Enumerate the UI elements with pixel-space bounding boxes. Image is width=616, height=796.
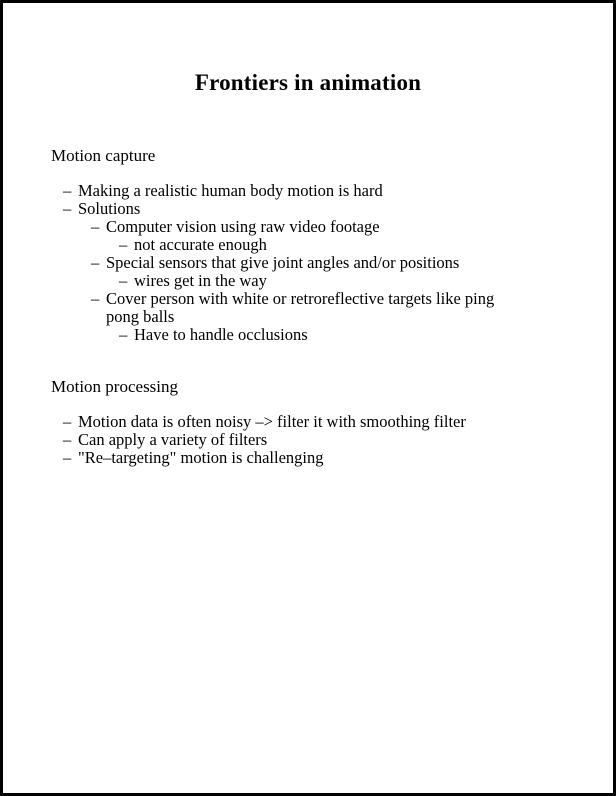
bullet-dash-glyph: –	[119, 325, 128, 344]
bullet-text: Motion data is often noisy –> filter it with smoothing filter	[78, 412, 466, 431]
bullet-text: Cover person with white or retroreflective targets like ping pong balls	[106, 289, 495, 326]
bullet-text: Can apply a variety of filters	[78, 430, 268, 449]
sections-container	[3, 146, 613, 467]
bullet-dash-glyph: –	[119, 235, 128, 254]
bullet-dash-glyph: –	[119, 271, 128, 290]
section	[3, 377, 613, 467]
bullet-text: Solutions	[78, 199, 141, 218]
bullet-item	[51, 182, 521, 200]
page-title: Frontiers in animation	[194, 70, 422, 95]
bullet-list	[51, 413, 521, 467]
bullet-item	[51, 236, 521, 254]
bullet-text: wires get in the way	[134, 271, 267, 290]
bullet-dash-glyph: –	[63, 448, 72, 467]
bullet-list	[51, 182, 521, 344]
bullet-dash-glyph: –	[63, 199, 72, 218]
bullet-text: Special sensors that give joint angles and/or positions	[106, 253, 460, 272]
bullet-item	[51, 431, 521, 449]
bullet-text: Making a realistic human body motion is hard	[78, 181, 383, 200]
bullet-item	[51, 218, 521, 236]
bullet-item	[51, 413, 521, 431]
bullet-item	[51, 449, 521, 467]
section	[3, 146, 613, 344]
bullet-item	[51, 200, 521, 218]
bullet-dash-glyph: –	[91, 253, 100, 272]
bullet-text: "Re–targeting" motion is challenging	[78, 448, 324, 467]
bullet-text: Computer vision using raw video footage	[106, 217, 380, 236]
section-heading: Motion capture	[51, 146, 156, 165]
bullet-text: Have to handle occlusions	[134, 325, 308, 344]
bullet-dash-glyph: –	[91, 217, 100, 236]
bullet-dash-glyph: –	[63, 430, 72, 449]
section-heading: Motion processing	[51, 377, 179, 396]
bullet-item	[51, 254, 521, 272]
bullet-dash-glyph: –	[63, 181, 72, 200]
bullet-dash-glyph: –	[91, 289, 100, 308]
bullet-item	[51, 290, 521, 326]
bullet-item	[51, 326, 521, 344]
bullet-text: not accurate enough	[134, 235, 267, 254]
bullet-item	[51, 272, 521, 290]
bullet-dash-glyph: –	[63, 412, 72, 431]
